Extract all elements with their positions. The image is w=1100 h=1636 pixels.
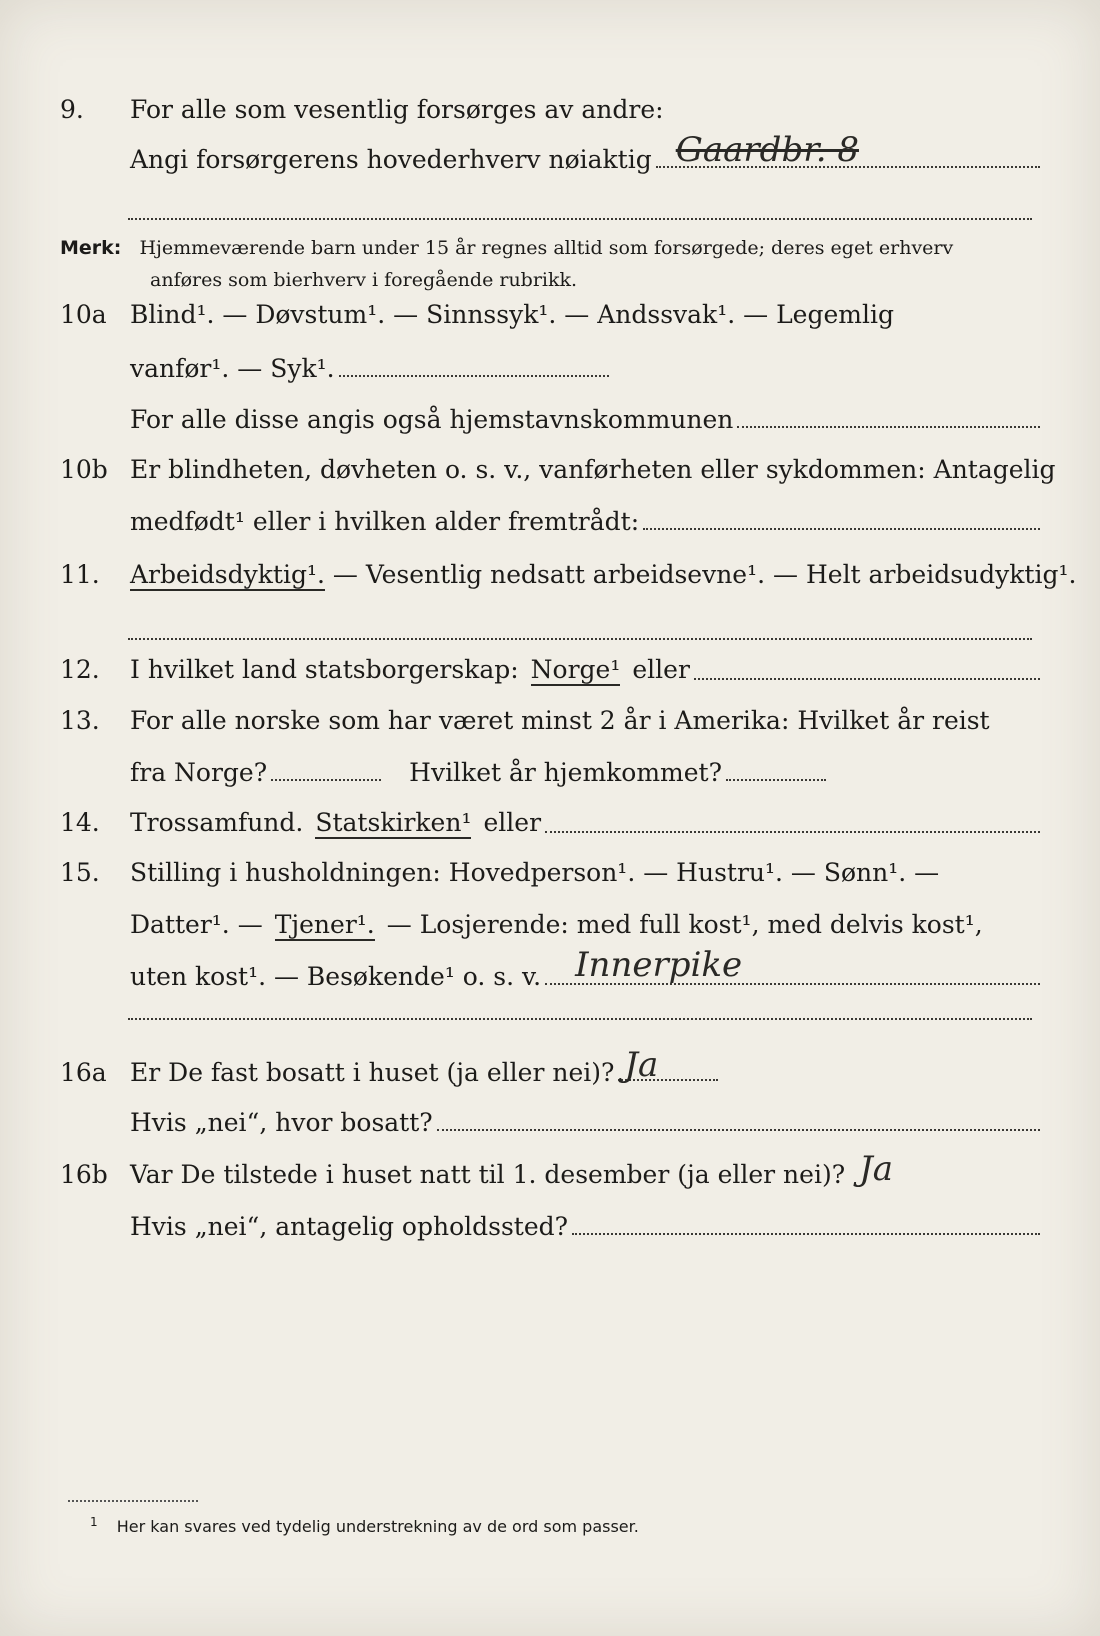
q16a-question: Er De fast bosatt i huset (ja eller nei)? [130, 1058, 615, 1087]
q9-row1 [60, 95, 1040, 124]
q16b-row1 [60, 1149, 1040, 1189]
q14-selected-option: Statskirken¹ [315, 808, 472, 837]
q15-row3 [60, 945, 1040, 991]
footnote-marker: 1 [90, 1515, 98, 1529]
merk-line2: anføres som bierhverv i foregående rubrikk. [150, 269, 578, 291]
q16a-row1 [60, 1045, 1040, 1087]
q16b-opholdssted-label: Hvis „nei“, antagelig opholdssted? [130, 1212, 569, 1241]
q13-reist-label: fra Norge? [130, 758, 268, 787]
q13-number: 13. [60, 706, 100, 735]
q9-answer-line[interactable] [656, 130, 1040, 170]
q12-row [60, 655, 1040, 686]
q10a-number: 10a [60, 300, 107, 329]
q12-answer-line[interactable] [694, 678, 1040, 680]
q15-options: Stilling i husholdningen: Hovedperson¹. — Hustru¹. — Sønn¹. — [130, 858, 940, 887]
q16b-question: Var De tilstede i huset natt til 1. desember (ja eller nei)? [130, 1160, 846, 1189]
q9-label: Angi forsørgerens hovederhverv nøiaktig [130, 145, 652, 174]
q15-selected-option: Tjener¹. [274, 910, 375, 939]
q10a-hjemstavn-label: For alle disse angis også hjemstavnskommunen [130, 405, 734, 434]
q14-answer-line[interactable] [545, 831, 1040, 833]
q16b-opholdssted-line[interactable] [572, 1233, 1040, 1235]
q9-number: 9. [60, 95, 84, 124]
q10b-answer-line[interactable] [643, 528, 1040, 530]
q15-options-b: — Losjerende: med full kost¹, med delvis kost¹, [386, 910, 983, 939]
q13-row1 [60, 706, 1040, 735]
q14-eller: eller [483, 808, 542, 837]
q10b-question: Er blindheten, døvheten o. s. v., vanførheten eller sykdommen: Antagelig [130, 455, 1056, 484]
footnote-text: Her kan svares ved tydelig understrekning av de ord som passer. [116, 1517, 639, 1537]
q12-number: 12. [60, 655, 100, 684]
q15-row2 [60, 910, 1040, 941]
q13-hjemkommet-label: Hvilket år hjemkommet? [409, 758, 723, 787]
footnote [90, 1515, 639, 1536]
q15-handwritten-answer: Innerpike [575, 945, 743, 985]
q16a-handwritten-answer: Ja [624, 1045, 659, 1085]
q10b-question-cont: medfødt¹ eller i hvilken alder fremtrådt: [130, 507, 640, 536]
q9-question: For alle som vesentlig forsørges av andre: [130, 95, 664, 124]
q15-row1 [60, 858, 1040, 887]
q11-extra-line [128, 638, 1032, 640]
q16a-bosatt-label: Hvis „nei“, hvor bosatt? [130, 1108, 433, 1137]
q10a-row3 [60, 405, 1040, 434]
q14-number: 14. [60, 808, 100, 837]
q13-row2 [60, 758, 1040, 787]
q16a-answer-line[interactable] [618, 1045, 718, 1085]
q15-answer-line[interactable] [545, 945, 1040, 985]
q16b-handwritten-answer: Ja [859, 1149, 894, 1189]
q16a-number: 16a [60, 1058, 107, 1087]
q10a-options-cont: vanfør¹. — Syk¹. [130, 354, 335, 383]
q13-reist-line[interactable] [271, 779, 381, 781]
q14-label: Trossamfund. [130, 808, 304, 837]
q15-number: 15. [60, 858, 100, 887]
q16b-number: 16b [60, 1160, 108, 1189]
q10a-row2 [60, 354, 1040, 383]
q10a-options: Blind¹. — Døvstum¹. — Sinnssyk¹. — Andssvak¹. — Legemlig [130, 300, 894, 329]
q15-options-c: uten kost¹. — Besøkende¹ o. s. v. [130, 962, 542, 991]
q13-hjemkommet-line[interactable] [726, 779, 826, 781]
q16b-row2 [60, 1212, 1040, 1241]
q14-row [60, 808, 1040, 839]
q11-number: 11. [60, 560, 100, 589]
q9-row2 [60, 130, 1040, 174]
q12-eller: eller [632, 655, 690, 684]
q11-selected-option: Arbeidsdyktig¹. [130, 560, 325, 589]
q13-question: For alle norske som har været minst 2 år i Amerika: Hvilket år reist [130, 706, 990, 735]
q9-extra-line [128, 218, 1032, 220]
q10a-hjemstavn-line[interactable] [737, 426, 1040, 428]
q16a-bosatt-line[interactable] [437, 1129, 1040, 1131]
merk-label: Merk: [60, 237, 122, 259]
footnote-rule [68, 1500, 198, 1502]
q10a-row1 [60, 300, 1040, 329]
q12-selected-option: Norge¹ [530, 655, 621, 684]
q15-extra-line [128, 1018, 1032, 1020]
q12-question: I hvilket land statsborgerskap: [130, 655, 519, 684]
q10a-answer-line[interactable] [339, 375, 609, 377]
q11-row [60, 560, 1077, 591]
q11-other-options: — Vesentlig nedsatt arbeidsevne¹. — Helt arbeidsudyktig¹. [332, 560, 1077, 589]
q10b-row1 [60, 455, 1056, 484]
q10b-row2 [60, 507, 1040, 536]
merk-note [60, 232, 1040, 296]
q16a-row2 [60, 1108, 1040, 1137]
q9-handwritten-answer: Gaardbr. 8 [675, 130, 859, 170]
merk-line1: Hjemmeværende barn under 15 år regnes alltid som forsørgede; deres eget erhverv [139, 237, 954, 259]
q10b-number: 10b [60, 455, 108, 484]
q15-options-a: Datter¹. — [130, 910, 263, 939]
